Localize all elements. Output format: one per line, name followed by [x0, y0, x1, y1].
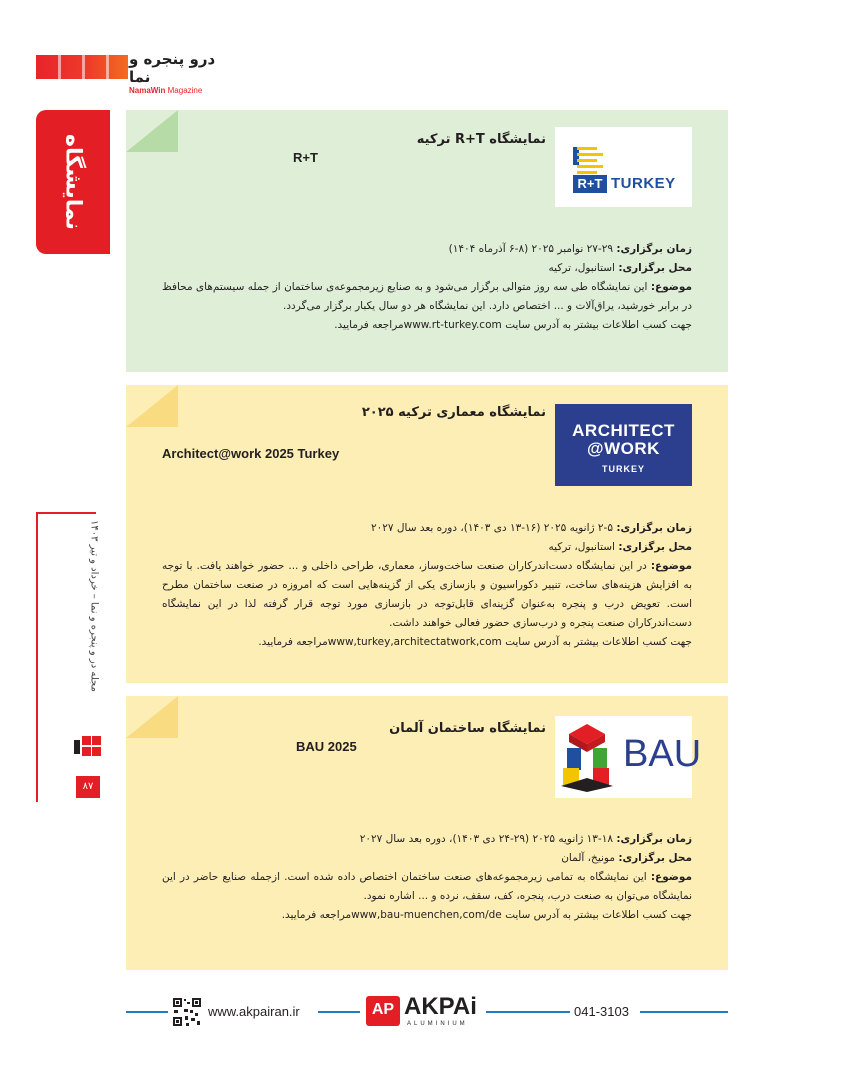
date-line: زمان برگزاری: ۱۸-۱۳ ژانویه ۲۰۲۵ (۲۹-۲۴ دی ۱۴۰۳)، دوره بعد سال ۲۰۲۷ — [359, 833, 692, 845]
date-line: زمان برگزاری: ۲۹-۲۷ نوامبر ۲۰۲۵ (۸-۶ آذرماه ۱۴۰۴) — [448, 243, 692, 255]
place-line: محل برگزاری: استانبول، ترکیه — [548, 262, 692, 274]
rt-logo-sub: TURKEY — [611, 175, 676, 192]
exhibition-card-architect — [126, 385, 728, 683]
footer-line-right — [640, 1011, 728, 1013]
card-title: نمایشگاه معماری ترکیه ۲۰۲۵ — [361, 405, 546, 420]
akpai-mark-icon — [366, 996, 400, 1026]
topic-line: موضوع: در این نمایشگاه دست‌اندرکاران صنعت ساخت‌وساز، معماری، طراحی داخلی و ... حضور خواهند یافت. با توجه به افزایش هزینه‌های ساخت، تنییر دکوراسیون و بازسازی یکی از گزینه‌هایی است که امروزه در صنعت ساختمان مطرح است. تعویض درب و پنجره به‌عنوان گزینه‌ای قابل‌توجه در بازسازی مورد توجه قرار گرفته لذا در این نمایشگاه دست‌اندرکاران صنعت پنجره و درب‌سازی حضور فعالی خواهند داشت. — [162, 560, 692, 629]
header-color-bar — [36, 55, 128, 79]
aw-logo-line1: ARCHITECT — [572, 421, 675, 440]
date-line: زمان برگزاری: ۵-۲ ژانویه ۲۰۲۵ (۱۶-۱۳ دی ۱۴۰۳)، دوره بعد سال ۲۰۲۷ — [370, 522, 692, 534]
more-info-line: جهت کسب اطلاعات بیشتر به آدرس سایت www.rt-turkey.comمراجعه فرمایید. — [334, 319, 692, 331]
more-info-line: جهت کسب اطلاعات بیشتر به آدرس سایت www,bau-muenchen,com/deمراجعه فرمایید. — [281, 909, 692, 921]
card-subtitle: Architect@work 2025 Turkey — [162, 446, 340, 461]
magazine-logo-fa: درو پنجره و نما — [129, 50, 216, 86]
website-link[interactable]: www,bau-muenchen,com/de — [351, 909, 502, 921]
card-title: نمایشگاه R+T ترکیه — [416, 132, 546, 147]
place-line: محل برگزاری: مونیخ، آلمان — [561, 852, 692, 864]
footer-line-mid-left — [318, 1011, 360, 1013]
magazine-logo-en — [129, 86, 219, 96]
card-title: نمایشگاه ساختمان آلمان — [389, 721, 546, 736]
qr-code-icon — [172, 997, 202, 1027]
mini-logo-icon — [74, 736, 102, 758]
akpai-brand-sub: ALUMINIUM — [407, 1021, 468, 1027]
card-subtitle: BAU 2025 — [296, 739, 357, 754]
website-link[interactable]: www.rt-turkey.com — [403, 319, 502, 331]
bau-logo-word: BAU — [623, 733, 702, 775]
topic-line: موضوع: این نمایشگاه طی سه روز متوالی برگزار می‌شود و به صنایع زیرمجموعه‌ی ساختمان از جمله سیستم‌های محافظ در برابر خورشید، یراق‌آلات و ... اختصاص دارد. این نمایشگاه هر دو سال یکبار برگزار می‌گردد. — [162, 281, 693, 312]
exhibition-card-rt — [126, 110, 728, 372]
page-number: ۸۷ — [76, 776, 100, 798]
akpai-brand: AKPAi — [404, 993, 477, 1020]
place-line: محل برگزاری: استانبول، ترکیه — [548, 541, 692, 553]
corner-fold — [126, 385, 178, 427]
issue-info — [88, 520, 100, 730]
card-body — [162, 240, 692, 335]
more-info-line: جهت کسب اطلاعات بیشتر به آدرس سایت www,turkey,architectatwork,comمراجعه فرمایید. — [258, 636, 692, 648]
side-divider-horizontal — [36, 512, 96, 514]
aw-logo-line2: @WORK — [587, 439, 660, 458]
section-tab — [36, 110, 110, 254]
footer-line-left — [126, 1011, 168, 1013]
website-link[interactable]: www,turkey,architectatwork,com — [327, 636, 502, 648]
magazine-logo-magazine: Magazine — [167, 86, 203, 95]
corner-fold — [126, 696, 178, 738]
footer-website[interactable]: www.akpairan.ir — [208, 1004, 300, 1019]
footer-phone: 041-3103 — [574, 1004, 629, 1019]
exhibition-card-bau — [126, 696, 728, 970]
footer-line-mid-right — [486, 1011, 570, 1013]
card-subtitle: R+T — [293, 150, 318, 165]
rt-logo-main: R+T — [573, 175, 607, 193]
corner-fold — [126, 110, 178, 152]
rt-turkey-logo — [555, 127, 692, 207]
issue-info-text: مجله در و پنجره و نما – خرداد و تیر ۱۴۰۳ — [88, 520, 100, 692]
topic-line: موضوع: این نمایشگاه به تمامی زیرمجموعه‌های صنعت ساختمان اختصاص داده شده است. ازجمله صنایع حاضر در این نمایشگاه می‌توان به صنعت درب، پنجره، کف، سقف، نرده و ... اشاره نمود. — [162, 871, 693, 902]
side-divider-vertical — [36, 512, 38, 802]
magazine-logo — [129, 50, 219, 95]
section-label: نمایشگاه — [60, 134, 86, 230]
card-body — [162, 830, 692, 925]
bau-logo — [555, 716, 702, 798]
bau-blocks-icon — [557, 722, 617, 792]
card-body — [162, 519, 692, 652]
architect-at-work-logo — [555, 404, 692, 486]
magazine-logo-brand: NamaWin — [129, 86, 166, 95]
aw-logo-line3: TURKEY — [601, 464, 645, 474]
akpai-mark-text: AP — [371, 1001, 395, 1018]
